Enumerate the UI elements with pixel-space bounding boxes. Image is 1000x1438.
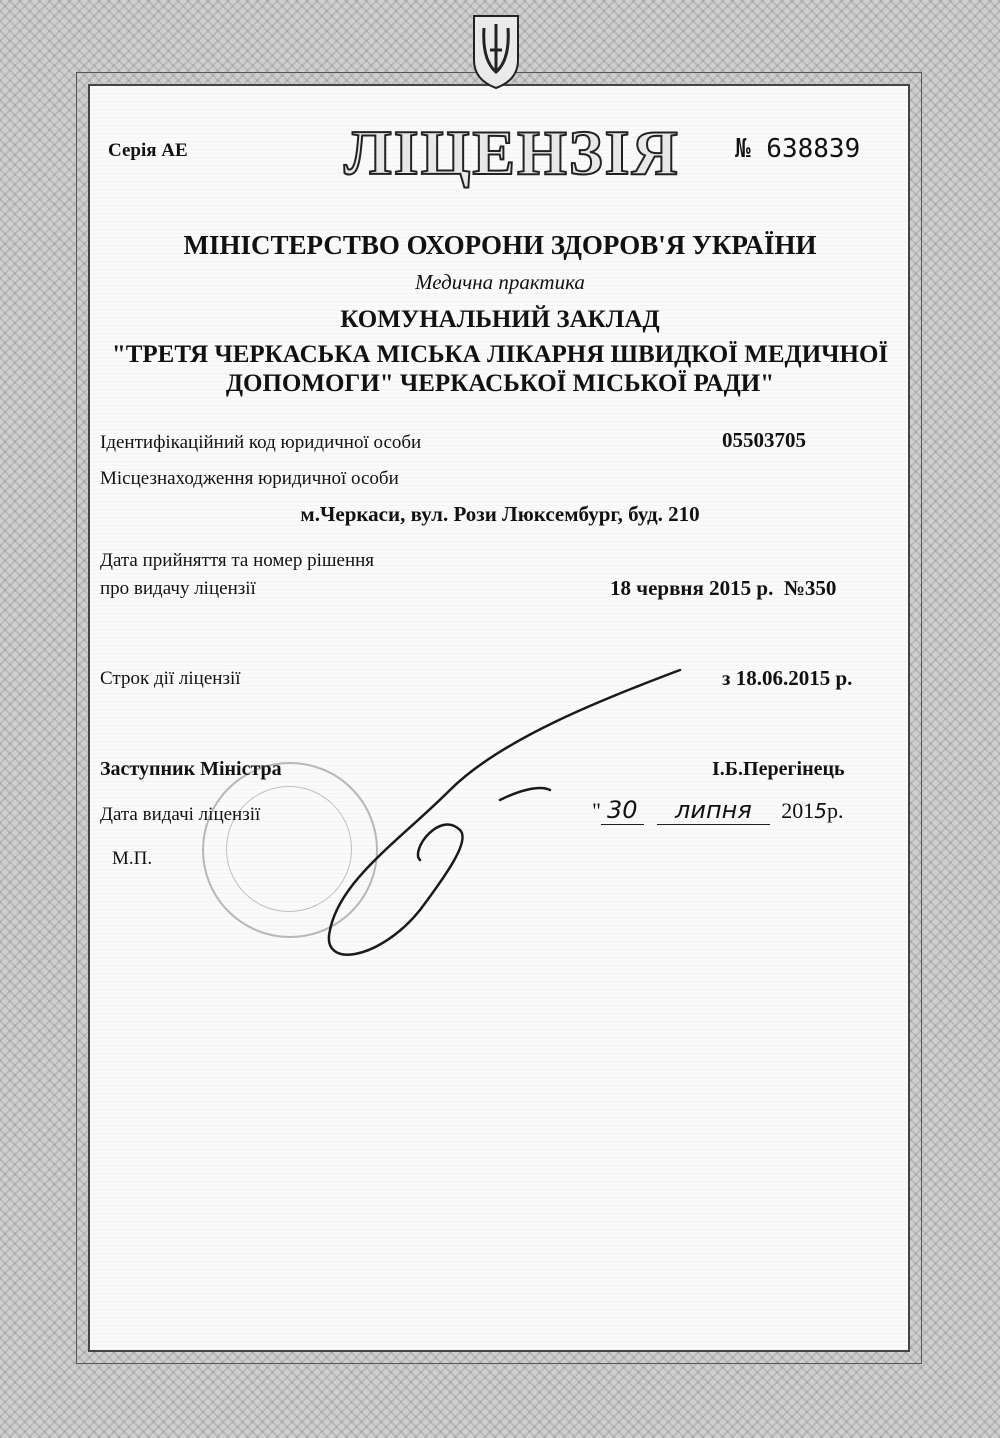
id-code-label: Ідентифікаційний код юридичної особи <box>100 432 422 453</box>
practice-type: Медична практика <box>415 270 585 294</box>
organization-type: КОМУНАЛЬНИЙ ЗАКЛАД <box>340 306 660 333</box>
organization-name <box>100 340 900 398</box>
decision-label-2: про видачу ліцензії <box>100 578 256 599</box>
decision-value: 18 червня 2015 р. №350 <box>610 576 837 600</box>
document-title: ЛІЦЕНЗІЯ <box>344 117 680 188</box>
location-label: Місцезнаходження юридичної особи <box>100 468 399 489</box>
issuer-ministry: МІНІСТЕРСТВО ОХОРОНИ ЗДОРОВ'Я УКРАЇНИ <box>183 230 817 260</box>
decision-label-1: Дата прийняття та номер рішення <box>100 550 375 571</box>
location-value: м.Черкаси, вул. Рози Люксембург, буд. 210 <box>300 502 700 526</box>
license-number: № 638839 <box>735 134 861 164</box>
id-code-value: 05503705 <box>722 428 806 452</box>
issue-year-prefix: 201 <box>781 798 815 823</box>
stamp-label: М.П. <box>112 848 153 869</box>
trident-emblem-icon <box>466 10 526 90</box>
issue-date-quote: " <box>592 798 601 823</box>
organization-name-line-1: "ТРЕТЯ ЧЕРКАСЬКА МІСЬКА ЛІКАРНЯ ШВИДКОЇ МЕДИЧНОЇ <box>111 341 889 368</box>
signature <box>300 660 700 980</box>
issue-year-digit: 5 <box>814 799 828 823</box>
term-value: з 18.06.2015 р. <box>722 666 853 690</box>
deputy-name: І.Б.Перегінець <box>712 758 845 780</box>
issue-date-label: Дата видачі ліцензії <box>100 804 261 825</box>
term-label: Строк дії ліцензії <box>100 668 241 689</box>
deputy-label: Заступник Міністра <box>100 758 282 780</box>
issue-day: 30 <box>601 796 644 825</box>
organization-name-line-2: ДОПОМОГИ" ЧЕРКАСЬКОЇ МІСЬКОЇ РАДИ" <box>225 370 775 397</box>
issue-month: липня <box>657 796 770 825</box>
series-label: Серія АЕ <box>108 140 188 161</box>
issue-year-suffix: р. <box>827 798 844 823</box>
